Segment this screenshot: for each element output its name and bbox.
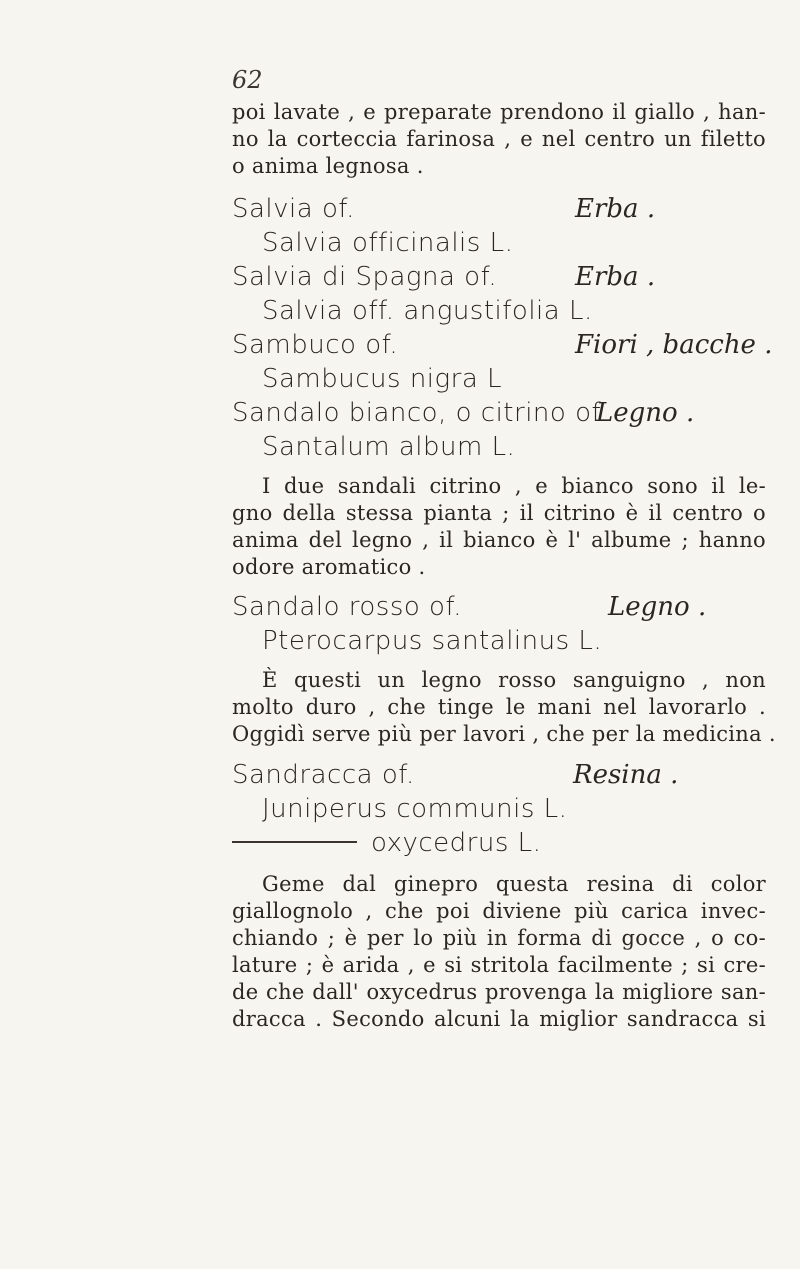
note1-line-4: odore aromatico .	[232, 555, 426, 579]
note2-line-3: Oggidì serve più per lavori , che per la medicina .	[232, 722, 776, 746]
note3-line-3: chiando ; è per lo più in forma di gocce , o co-	[232, 926, 766, 950]
entry-name-sandalo-rosso: Sandalo rosso of.	[232, 592, 462, 622]
entry-part-sandalo-rosso: Legno .	[608, 592, 707, 622]
note3-line-4: lature ; è arida , e si stritola facilmente ; si cre-	[232, 953, 766, 977]
note2-line-1: È questi un legno rosso sanguigno , non	[262, 668, 766, 692]
entry-part-sambuco: Fiori , bacche .	[575, 330, 773, 360]
entry-latin-salvia: Salvia officinalis L.	[262, 228, 514, 258]
entry-part-salvia: Erba .	[575, 194, 656, 224]
entry-latin-oxycedrus: oxycedrus L.	[371, 828, 542, 858]
note1-line-1: I due sandali citrino , e bianco sono il le-	[262, 474, 766, 498]
entry-name-sandalo-bianco: Sandalo bianco, o citrino of.	[232, 398, 608, 428]
entry-name-salvia-spagna: Salvia di Spagna of.	[232, 262, 498, 292]
entry-name-sambuco: Sambuco of.	[232, 330, 399, 360]
note3-line-5: de che dall' oxycedrus provenga la migliore san-	[232, 980, 766, 1004]
note3-line-2: giallognolo , che poi diviene più carica invec-	[232, 899, 766, 923]
entry-name-sandracca: Sandracca of.	[232, 760, 415, 790]
intro-line-2: no la corteccia farinosa , e nel centro un filetto	[232, 127, 766, 151]
note3-line-6: dracca . Secondo alcuni la miglior sandracca si	[232, 1007, 766, 1031]
entry-latin-sandalo-bianco: Santalum album L.	[262, 432, 516, 462]
note1-line-2: gno della stessa pianta ; il citrino è il centro o	[232, 501, 766, 525]
note3-line-1: Geme dal ginepro questa resina di color	[262, 872, 766, 896]
page-number: 62	[232, 66, 263, 94]
entry-part-salvia-spagna: Erba .	[575, 262, 656, 292]
note2-line-2: molto duro , che tinge le mani nel lavorarlo .	[232, 695, 766, 719]
intro-line-1: poi lavate , e preparate prendono il giallo , han-	[232, 100, 766, 124]
entry-latin-sandalo-rosso: Pterocarpus santalinus L.	[262, 626, 603, 656]
ditto-dash	[232, 841, 357, 843]
entry-latin-juniperus: Juniperus communis L.	[262, 794, 568, 824]
entry-part-sandalo-bianco: Legno .	[596, 398, 695, 428]
entry-part-sandracca: Resina .	[573, 760, 679, 790]
entry-latin-salvia-spagna: Salvia off. angustifolia L.	[262, 296, 593, 326]
entry-name-salvia: Salvia of.	[232, 194, 355, 224]
entry-latin-oxycedrus-row	[232, 828, 541, 858]
note1-line-3: anima del legno , il bianco è l' albume ; hanno	[232, 528, 766, 552]
entry-latin-sambuco: Sambucus nigra L	[262, 364, 503, 394]
intro-line-3: o anima legnosa .	[232, 154, 424, 178]
